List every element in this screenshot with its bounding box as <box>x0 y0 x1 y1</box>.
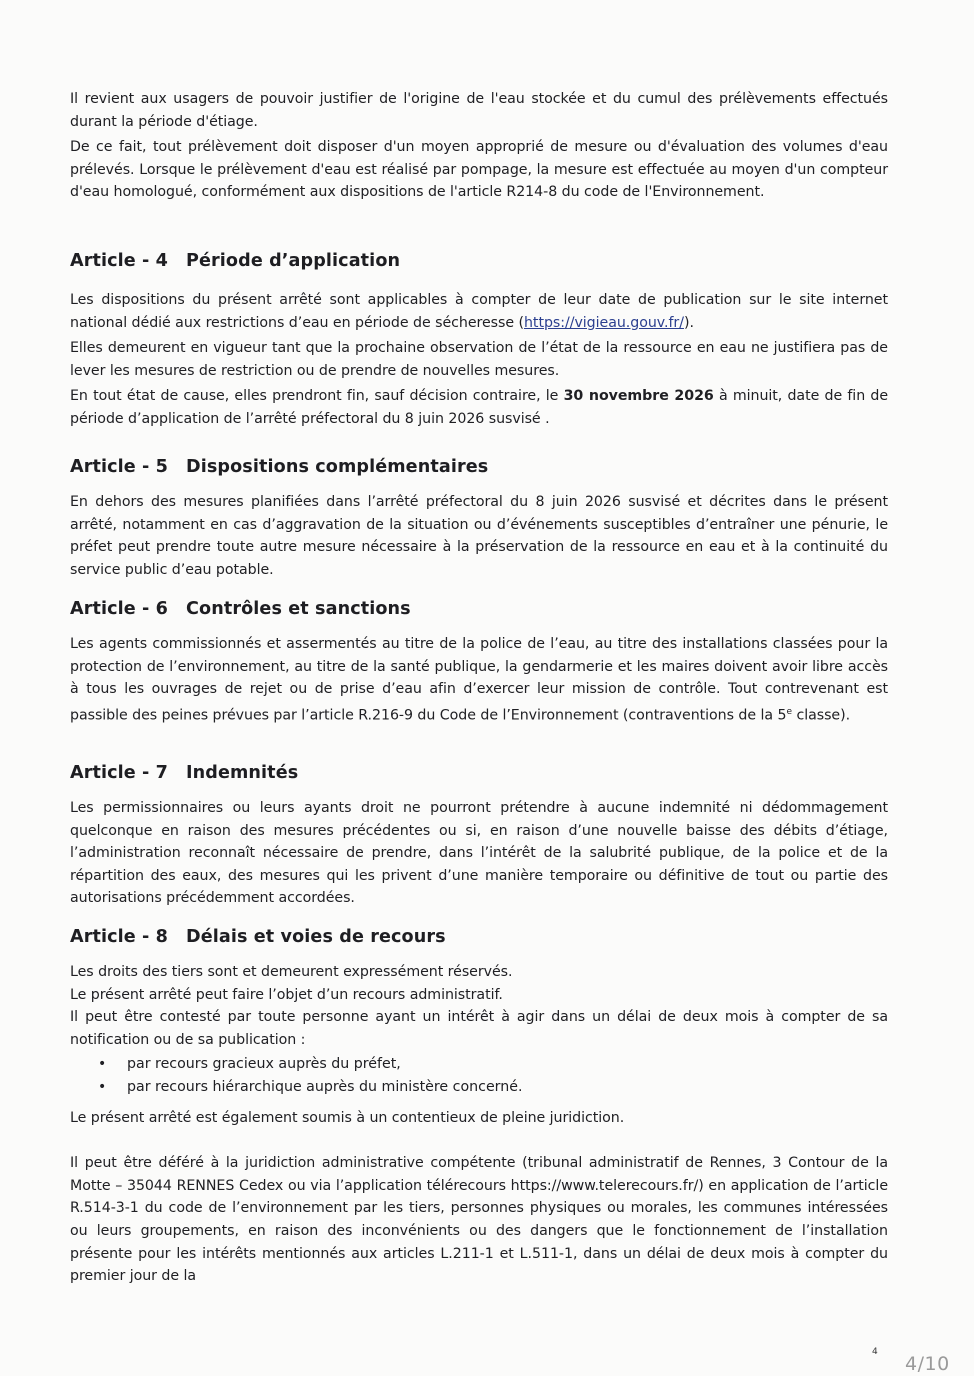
paragraph: Le présent arrêté peut faire l’objet d’un recours administratif. <box>70 986 503 1003</box>
list-item <box>70 1076 888 1099</box>
article-6-body <box>70 633 888 727</box>
article-4-body <box>70 289 888 431</box>
paragraph: Il revient aux usagers de pouvoir justifier de l'origine de l'eau stockée et du cumul des prélèvements effectués durant la période d'étiage. <box>70 91 888 130</box>
article-title: Dispositions complémentaires <box>186 457 489 477</box>
article-heading <box>70 599 888 619</box>
article-title: Délais et voies de recours <box>186 927 446 947</box>
text: Les dispositions du présent arrêté sont applicables à compter de leur date de publication sur le site internet national dédié aux restrictions d’eau en période de sécheresse ( <box>70 292 888 331</box>
vigieau-link[interactable]: https://vigieau.gouv.fr/ <box>523 314 684 331</box>
paragraph: Elles demeurent en vigueur tant que la prochaine observation de l’état de la ressource en eau ne justifiera pas de lever les mesures de restriction ou de prendre de nouvelles mesures. <box>70 340 888 379</box>
article-heading <box>70 251 888 271</box>
text: En tout état de cause, elles prendront fin, sauf décision contraire, le <box>70 388 564 405</box>
end-date: 30 novembre 2026 <box>563 388 714 405</box>
article-heading <box>70 927 888 947</box>
paragraph: Les droits des tiers sont et demeurent expressément réservés. <box>70 964 513 980</box>
text: Les agents commissionnés et assermentés au titre de la police de l’eau, au titre des installations classées pour la protection de l’environnement, au titre de la santé publique, la gendarmerie et les maires doivent avoir libre accès à tous les ouvrages de rejet ou de prise d’eau afin d’exercer leur mission de contrôle. Tout contrevenant est passible des peines prévues par l’article R.216-9 du Code de l’Environnement (contraventions de la 5 <box>70 636 888 724</box>
list-item-text: par recours hiérarchique auprès du ministère concerné. <box>127 1078 523 1095</box>
text: classe). <box>792 707 851 724</box>
page-number: 4 <box>872 1347 878 1357</box>
list-item <box>70 1053 888 1076</box>
paragraph <box>70 289 888 334</box>
article-7-body <box>70 797 888 910</box>
text: à minuit, date de fin de période d’application de l’arrêté préfectoral du 8 juin 2026 susvisé . <box>70 388 889 427</box>
superscript: e <box>786 706 792 717</box>
article-8-body <box>70 961 888 1288</box>
article-5-body <box>70 491 888 581</box>
paragraph: Il peut être déféré à la juridiction administrative compétente (tribunal administratif de Rennes, 3 Contour de la Motte – 35044 RENNES Cedex ou via l’application télérecours https://www.telerecours.fr/) en application de l’article R.514-3-1 du code de l’environnement par les tiers, personnes physiques ou morales, les communes intéressées ou leurs groupements, en raison des inconvénients ou des dangers que le fonctionnement de l’installation présente pour les intérêts mentionnés aux articles L.211-1 et L.511-1, dans un délai de deux mois à compter du premier jour de la <box>70 1155 888 1285</box>
recourse-list <box>70 1053 888 1098</box>
bullet: • <box>98 1078 107 1095</box>
paragraph: En dehors des mesures planifiées dans l’arrêté préfectoral du 8 juin 2026 susvisé et décrites dans le présent arrêté, notamment en cas d’aggravation de la situation ou d’événements susceptibles d’entraîner une pénurie, le préfet peut prendre toute autre mesure nécessaire à la préservation de la ressource en eau et à la continuité du service public d’eau potable. <box>70 494 888 578</box>
article-number: Article - 8 <box>70 927 169 947</box>
article-heading <box>70 457 888 477</box>
article-title: Indemnités <box>186 763 299 783</box>
list-item-text: par recours gracieux auprès du préfet, <box>127 1056 401 1073</box>
article-title: Contrôles et sanctions <box>186 599 411 619</box>
article-heading <box>70 763 888 783</box>
article-number: Article - 5 <box>70 457 169 477</box>
article-number: Article - 4 <box>70 251 169 271</box>
article-title: Période d’application <box>186 251 401 271</box>
text: ). <box>683 314 694 331</box>
paragraph: Le présent arrêté est également soumis à un contentieux de pleine juridiction. <box>70 1109 625 1126</box>
paragraph: Les permissionnaires ou leurs ayants droit ne pourront prétendre à aucune indemnité ni dédommagement quelconque en raison des mesures précédentes ou si, en raison d’une nouvelle baisse des débits d’étiage, l’administration reconnaît nécessaire de prendre, dans l’intérêt de la salubrité publique, de la police et de la répartition des eaux, des mesures qui les privent d’une manière temporaire ou définitive de tout ou partie des autorisations précédemment accordées. <box>70 800 888 907</box>
paragraph <box>70 633 888 727</box>
bullet: • <box>98 1056 107 1073</box>
page-counter: 4/10 <box>905 1353 950 1375</box>
article-number: Article - 7 <box>70 763 169 783</box>
paragraph: De ce fait, tout prélèvement doit disposer d'un moyen approprié de mesure ou d'évaluation des volumes d'eau prélevés. Lorsque le prélèvement d'eau est réalisé par pompage, la mesure est effectuée au moyen d'un compteur d'eau homologué, conformément aux dispositions de l'article R214-8 du code de l'Environnement. <box>70 139 888 201</box>
paragraph: Il peut être contesté par toute personne ayant un intérêt à agir dans un délai de deux mois à compter de sa notification ou de sa publication : <box>70 1009 888 1048</box>
intro-section <box>70 88 888 204</box>
article-number: Article - 6 <box>70 599 169 619</box>
paragraph <box>70 385 888 430</box>
